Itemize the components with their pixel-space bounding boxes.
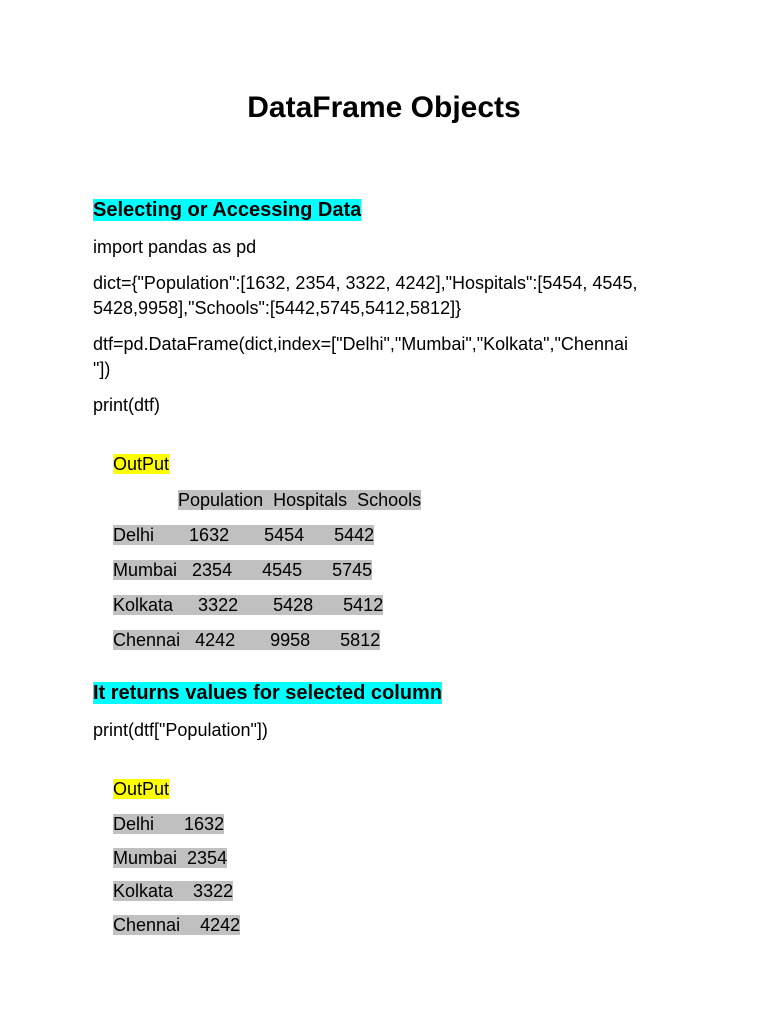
output-label-text: OutPut: [113, 454, 170, 474]
code-line-dataframe-2: "]): [93, 359, 111, 379]
output-label-text: OutPut: [113, 779, 170, 799]
table-row-kolkata: Kolkata 3322 5428 5412: [113, 595, 384, 615]
output-row-delhi: Delhi 1632: [113, 814, 225, 834]
section-heading-selecting: [93, 196, 361, 224]
table-row-delhi: Delhi 1632 5454 5442: [113, 525, 375, 545]
code-line-dict-2: 5428,9958],"Schools":[5442,5745,5412,5812]}: [93, 298, 462, 318]
table-header-text: Population Hospitals Schools: [178, 490, 422, 510]
page-title: DataFrame Objects: [247, 91, 521, 124]
table-row-chennai: Chennai 4242 9958 5812: [113, 630, 381, 650]
code-line-print: print(dtf): [93, 395, 161, 415]
section-heading-text: It returns values for selected column: [93, 682, 442, 704]
output-row-mumbai: Mumbai 2354: [113, 848, 228, 868]
code-line-import: import pandas as pd: [93, 237, 257, 257]
code-line-dict-1: dict={"Population":[1632, 2354, 3322, 4242],"Hospitals":[5454, 4545,: [93, 273, 638, 293]
section-heading-selected-column: [93, 679, 442, 707]
section-heading-text: Selecting or Accessing Data: [93, 199, 362, 221]
code-line-dataframe-1: dtf=pd.DataFrame(dict,index=["Delhi","Mumbai","Kolkata","Chennai: [93, 334, 628, 354]
table-row-mumbai: Mumbai 2354 4545 5745: [113, 560, 373, 580]
code-line-print-population: print(dtf["Population"]): [93, 720, 268, 740]
list-item: [93, 889, 240, 961]
output-row-chennai: Chennai 4242: [113, 915, 241, 935]
output-row-kolkata: Kolkata 3322: [113, 881, 234, 901]
table-row: [93, 604, 380, 676]
